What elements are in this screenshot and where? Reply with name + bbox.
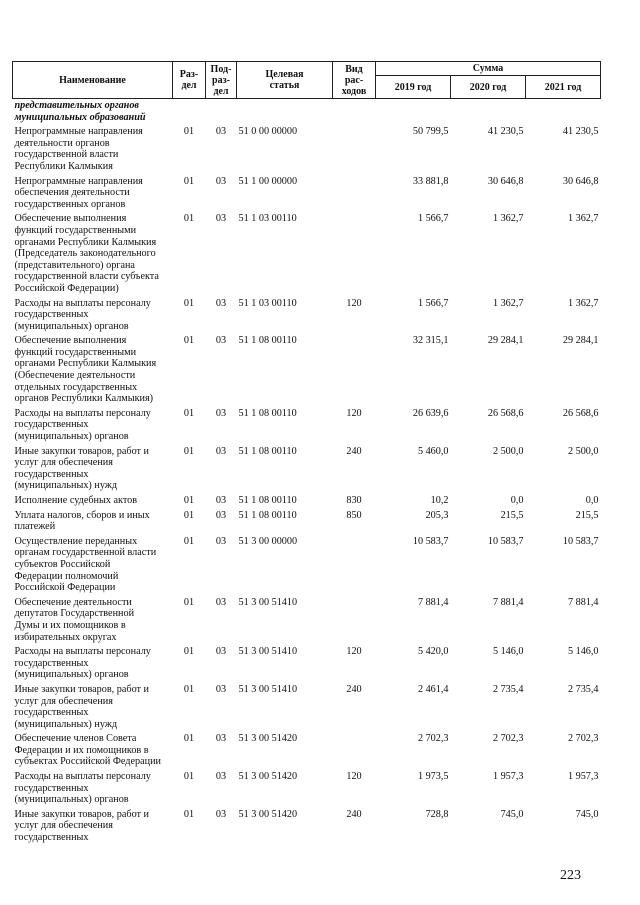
row-sum-2019: 2 461,4 — [417, 683, 449, 695]
row-podrazdel: 03 — [215, 495, 227, 506]
row-sum-2021: 10 583,7 — [562, 535, 599, 547]
row-target-article: 51 1 08 00110 — [238, 407, 297, 419]
row-expense-type: 120 — [346, 407, 362, 419]
row-name: Обеспечение выполнения функций государственными органами Республики Калмыкия (Председатель законодательного (представительного) органа государственной власти субъекта Российской Федерации) — [14, 213, 159, 294]
row-expense-type: 240 — [346, 808, 362, 820]
row-podrazdel: 03 — [215, 407, 227, 419]
header-sum: Сумма — [376, 62, 601, 76]
row-expense-type: 240 — [346, 445, 362, 457]
row-sum-2020: 1 362,7 — [492, 297, 524, 309]
row-expense-type: 850 — [346, 509, 362, 521]
row-razdel: 01 — [183, 509, 195, 521]
row-podrazdel: 03 — [215, 213, 227, 225]
row-expense-type — [333, 594, 376, 643]
row-podrazdel: 03 — [215, 335, 227, 347]
row-expense-type — [333, 730, 376, 768]
row-sum-2020: 7 881,4 — [492, 596, 524, 608]
row-expense-type — [333, 123, 376, 172]
row-name: Осуществление переданных органам государственной власти субъектов Российской Федерации полномочий Российской Федерации — [14, 535, 157, 594]
row-name: Непрограммные направления деятельности органов государственной власти Республики Калмыкия — [14, 126, 143, 172]
row-podrazdel: 03 — [215, 297, 227, 309]
row-sum-2019: 205,3 — [425, 509, 449, 521]
row-name: Уплата налогов, сборов и иных платежей — [14, 509, 150, 533]
row-razdel: 01 — [183, 126, 195, 138]
row-sum-2020: 5 146,0 — [492, 646, 524, 658]
row-sum-2021: 2 500,0 — [567, 445, 599, 457]
row-razdel: 01 — [183, 596, 195, 608]
row-name: Обеспечение выполнения функций государственными органами Республики Калмыкия (Обеспечение деятельности отдельных государственных органов Республики Калмыкия) — [14, 335, 157, 405]
row-podrazdel: 03 — [215, 535, 227, 547]
row-sum-2019: 10 583,7 — [412, 535, 449, 547]
row-name: Расходы на выплаты персоналу государственных (муниципальных) органов — [14, 646, 151, 681]
table-row — [13, 643, 601, 681]
row-podrazdel: 03 — [215, 646, 227, 658]
section-title-row — [13, 99, 601, 124]
row-razdel: 01 — [183, 535, 195, 547]
row-expense-type: 240 — [346, 683, 362, 695]
row-target-article: 51 3 00 51420 — [238, 771, 298, 783]
table-row — [13, 594, 601, 643]
row-sum-2019: 50 799,5 — [412, 126, 449, 138]
row-podrazdel: 03 — [215, 771, 227, 783]
row-target-article: 51 3 00 00000 — [238, 535, 298, 547]
row-sum-2020: 29 284,1 — [487, 335, 524, 347]
row-sum-2021: 30 646,8 — [562, 175, 599, 187]
row-sum-2021: 5 146,0 — [567, 646, 599, 658]
table-row — [13, 295, 601, 333]
header-razdel: Раз- дел — [173, 62, 206, 99]
row-name: Иные закупки товаров, работ и услуг для обеспечения государственных — [14, 808, 149, 844]
header-podrazdel: Под- раз- дел — [206, 62, 237, 99]
row-razdel: 01 — [183, 335, 195, 347]
row-target-article: 51 3 00 51410 — [238, 596, 298, 608]
page-number: 223 — [560, 868, 581, 883]
row-name: Расходы на выплаты персоналу государственных (муниципальных) органов — [14, 771, 151, 806]
row-sum-2020: 10 583,7 — [487, 535, 524, 547]
row-razdel: 01 — [183, 646, 195, 658]
table-row — [13, 806, 601, 844]
row-target-article: 51 1 08 00110 — [238, 509, 297, 521]
header-expense-type: Вид рас- ходов — [333, 62, 376, 99]
row-razdel: 01 — [183, 297, 195, 309]
row-sum-2021: 745,0 — [575, 808, 599, 820]
header-year-2020: 2020 год — [451, 76, 526, 99]
row-target-article: 51 1 08 00110 — [238, 445, 297, 457]
row-sum-2019: 5 420,0 — [417, 646, 449, 658]
row-sum-2019: 2 702,3 — [417, 733, 449, 745]
row-razdel: 01 — [183, 445, 195, 457]
row-sum-2021: 29 284,1 — [562, 335, 599, 347]
row-sum-2021: 2 735,4 — [567, 683, 599, 695]
row-razdel: 01 — [183, 733, 195, 745]
row-razdel: 01 — [183, 495, 195, 506]
row-sum-2021: 7 881,4 — [567, 596, 599, 608]
row-expense-type: 120 — [346, 771, 362, 783]
row-expense-type: 120 — [346, 297, 362, 309]
row-sum-2020: 215,5 — [500, 509, 524, 521]
row-sum-2019: 33 881,8 — [412, 175, 449, 187]
row-sum-2021: 215,5 — [575, 509, 599, 521]
row-sum-2019: 26 639,6 — [412, 407, 449, 419]
row-expense-type — [333, 210, 376, 294]
row-sum-2020: 1 957,3 — [492, 771, 524, 783]
row-name: Расходы на выплаты персоналу государственных (муниципальных) органов — [14, 297, 151, 332]
row-sum-2020: 0,0 — [510, 495, 524, 506]
row-target-article: 51 1 08 00110 — [238, 335, 297, 347]
row-razdel: 01 — [183, 175, 195, 187]
row-razdel: 01 — [183, 771, 195, 783]
row-expense-type: 120 — [346, 646, 362, 658]
row-podrazdel: 03 — [215, 596, 227, 608]
row-target-article: 51 1 03 00110 — [238, 297, 297, 309]
row-sum-2020: 1 362,7 — [492, 213, 524, 225]
row-sum-2021: 1 362,7 — [567, 213, 599, 225]
row-podrazdel: 03 — [215, 683, 227, 695]
budget-table — [12, 61, 601, 844]
row-sum-2021: 41 230,5 — [562, 126, 599, 138]
row-target-article: 51 1 03 00110 — [238, 213, 297, 225]
row-name: Обеспечение членов Совета Федерации и их помощников в субъектах Российской Федерации — [14, 733, 161, 768]
row-sum-2019: 1 973,5 — [417, 771, 449, 783]
row-sum-2019: 32 315,1 — [412, 335, 449, 347]
row-target-article: 51 3 00 51420 — [238, 733, 298, 745]
row-expense-type — [333, 173, 376, 211]
table-row — [13, 210, 601, 294]
row-name: Иные закупки товаров, работ и услуг для обеспечения государственных (муниципальных) нужд — [14, 683, 149, 730]
row-podrazdel: 03 — [215, 175, 227, 187]
row-sum-2021: 2 702,3 — [567, 733, 599, 745]
row-expense-type — [333, 332, 376, 405]
table-row — [13, 123, 601, 172]
row-razdel: 01 — [183, 683, 195, 695]
table-row — [13, 405, 601, 443]
row-razdel: 01 — [183, 407, 195, 419]
row-sum-2019: 1 566,7 — [417, 213, 449, 225]
row-target-article: 51 3 00 51420 — [238, 808, 298, 820]
row-target-article: 51 3 00 51410 — [238, 683, 298, 695]
row-sum-2021: 1 362,7 — [567, 297, 599, 309]
row-sum-2020: 2 702,3 — [492, 733, 524, 745]
row-sum-2020: 745,0 — [500, 808, 524, 820]
row-razdel: 01 — [183, 213, 195, 225]
row-sum-2021: 0,0 — [585, 495, 599, 506]
row-razdel: 01 — [183, 808, 195, 820]
table-row — [13, 443, 601, 492]
row-sum-2019: 728,8 — [425, 808, 449, 820]
row-name: Обеспечение деятельности депутатов Государственной Думы и их помощников в избирательных округах — [14, 596, 135, 643]
row-name: Расходы на выплаты персоналу государственных (муниципальных) органов — [14, 407, 151, 443]
row-sum-2020: 2 500,0 — [492, 445, 524, 457]
table-row — [13, 681, 601, 730]
row-sum-2019: 5 460,0 — [417, 445, 449, 457]
row-sum-2020: 30 646,8 — [487, 175, 524, 187]
row-podrazdel: 03 — [215, 126, 227, 138]
row-podrazdel: 03 — [215, 445, 227, 457]
row-sum-2020: 26 568,6 — [487, 407, 524, 419]
row-expense-type: 830 — [346, 495, 362, 506]
table-row — [13, 507, 601, 533]
row-sum-2020: 41 230,5 — [487, 126, 524, 138]
row-sum-2019: 10,2 — [430, 495, 449, 506]
row-sum-2020: 2 735,4 — [492, 683, 524, 695]
row-sum-2019: 7 881,4 — [417, 596, 449, 608]
row-expense-type — [333, 533, 376, 594]
table-row — [13, 533, 601, 594]
row-target-article: 51 1 00 00000 — [238, 175, 298, 187]
header-year-2019: 2019 год — [376, 76, 451, 99]
header-target-article: Целевая статья — [237, 62, 333, 99]
table-row — [13, 492, 601, 507]
row-target-article: 51 1 08 00110 — [238, 495, 297, 506]
row-sum-2019: 1 566,7 — [417, 297, 449, 309]
row-sum-2021: 1 957,3 — [567, 771, 599, 783]
table-row — [13, 768, 601, 806]
row-podrazdel: 03 — [215, 733, 227, 745]
row-podrazdel: 03 — [215, 808, 227, 820]
table-header — [13, 62, 601, 99]
row-target-article: 51 0 00 00000 — [238, 126, 298, 138]
row-podrazdel: 03 — [215, 509, 227, 521]
table-row — [13, 332, 601, 405]
row-target-article: 51 3 00 51410 — [238, 646, 298, 658]
section-title: представительных органов муниципальных образований — [14, 100, 146, 123]
header-year-2021: 2021 год — [526, 76, 601, 99]
row-name: Исполнение судебных актов — [14, 495, 138, 506]
row-name: Иные закупки товаров, работ и услуг для обеспечения государственных (муниципальных) нужд — [14, 445, 149, 492]
row-name: Непрограммные направления обеспечения деятельности государственных органов — [14, 175, 143, 210]
table-row — [13, 730, 601, 768]
header-name: Наименование — [13, 62, 173, 99]
table-row — [13, 173, 601, 211]
row-sum-2021: 26 568,6 — [562, 407, 599, 419]
